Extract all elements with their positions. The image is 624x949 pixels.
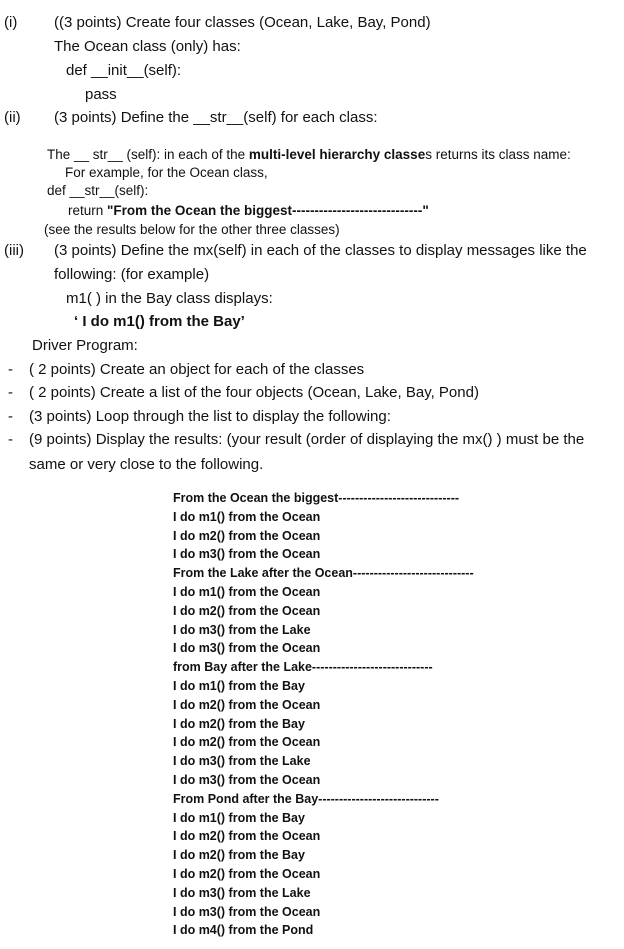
output-line: I do m2() from the Ocean	[173, 528, 321, 543]
output-line: From the Ocean the biggest-----------------------------	[173, 491, 460, 505]
driver-item-4: (9 points) Display the results: (your result (order of displaying the mx() ) must be the	[29, 431, 585, 448]
q2-desc-pre: The __ str__ (self): in each of the	[47, 147, 249, 162]
driver-item-3-dash: -	[8, 408, 13, 425]
q2-return-line	[68, 203, 429, 219]
output-line: I do m3() from the Lake	[173, 885, 311, 900]
q1-line2: The Ocean class (only) has:	[54, 38, 241, 55]
q2-desc-bold: multi-level hierarchy classe	[248, 147, 426, 162]
q2-title: (3 points) Define the __str__(self) for each class:	[54, 109, 378, 126]
q2-note: (see the results below for the other three classes)	[44, 222, 340, 237]
output-line: From Pond after the Bay-----------------------------	[173, 791, 439, 806]
q2-def-str: def __str__(self):	[47, 183, 149, 198]
q2-number: (ii)	[4, 109, 21, 126]
q2-return-keyword: return	[68, 203, 108, 218]
output-line: I do m3() from the Ocean	[173, 772, 321, 787]
q2-description	[47, 147, 571, 163]
output-line: I do m2() from the Ocean	[173, 866, 321, 881]
output-line: I do m3() from the Lake	[173, 754, 311, 769]
driver-item-2: ( 2 points) Create a list of the four objects (Ocean, Lake, Bay, Pond)	[29, 384, 479, 401]
output-line: I do m1() from the Ocean	[173, 584, 321, 599]
output-line: I do m1() from the Bay	[173, 678, 305, 693]
q1-pass: pass	[85, 86, 117, 103]
q3-line2: following: (for example)	[54, 266, 210, 283]
output-line: I do m2() from the Bay	[173, 716, 305, 731]
output-line: I do m2() from the Ocean	[173, 735, 321, 750]
driver-item-4-dash: -	[8, 431, 13, 448]
output-line: I do m3() from the Ocean	[173, 547, 321, 562]
q1-number: (i)	[4, 14, 18, 31]
q3-example-output: ‘ I do m1() from the Bay’	[74, 313, 245, 330]
driver-item-1-dash: -	[8, 361, 13, 378]
output-line: I do m2() from the Ocean	[173, 603, 321, 618]
driver-item-3: (3 points) Loop through the list to display the following:	[29, 408, 391, 425]
q3-number: (iii)	[4, 242, 24, 259]
output-line: from Bay after the Lake-----------------------------	[173, 660, 433, 675]
q1-def-init: def __init__(self):	[66, 62, 182, 79]
output-line: I do m3() from the Ocean	[173, 641, 321, 656]
q2-desc-post: s returns its class name:	[425, 147, 571, 162]
q2-return-string: "From the Ocean the biggest-----------------------------"	[107, 203, 429, 218]
expected-output	[173, 489, 474, 940]
q1-title: ((3 points) Create four classes (Ocean, Lake, Bay, Pond)	[54, 14, 431, 31]
output-line: I do m3() from the Lake	[173, 622, 311, 637]
output-line: I do m1() from the Bay	[173, 810, 305, 825]
output-line: I do m2() from the Ocean	[173, 697, 321, 712]
output-line: I do m4() from the Pond	[173, 923, 314, 938]
q3-title: (3 points) Define the mx(self) in each of the classes to display messages like the	[54, 242, 587, 259]
output-line: I do m3() from the Ocean	[173, 904, 321, 919]
driver-item-4-continuation: same or very close to the following.	[29, 456, 264, 473]
output-line: I do m2() from the Bay	[173, 848, 305, 863]
driver-item-1: ( 2 points) Create an object for each of the classes	[29, 361, 365, 378]
q2-example: For example, for the Ocean class,	[65, 165, 268, 180]
output-line: I do m2() from the Ocean	[173, 829, 321, 844]
driver-item-2-dash: -	[8, 384, 13, 401]
output-line: I do m1() from the Ocean	[173, 509, 321, 524]
q3-line3: m1( ) in the Bay class displays:	[66, 290, 273, 307]
output-line: From the Lake after the Ocean-----------------------------	[173, 566, 474, 581]
driver-heading: Driver Program:	[32, 337, 138, 354]
